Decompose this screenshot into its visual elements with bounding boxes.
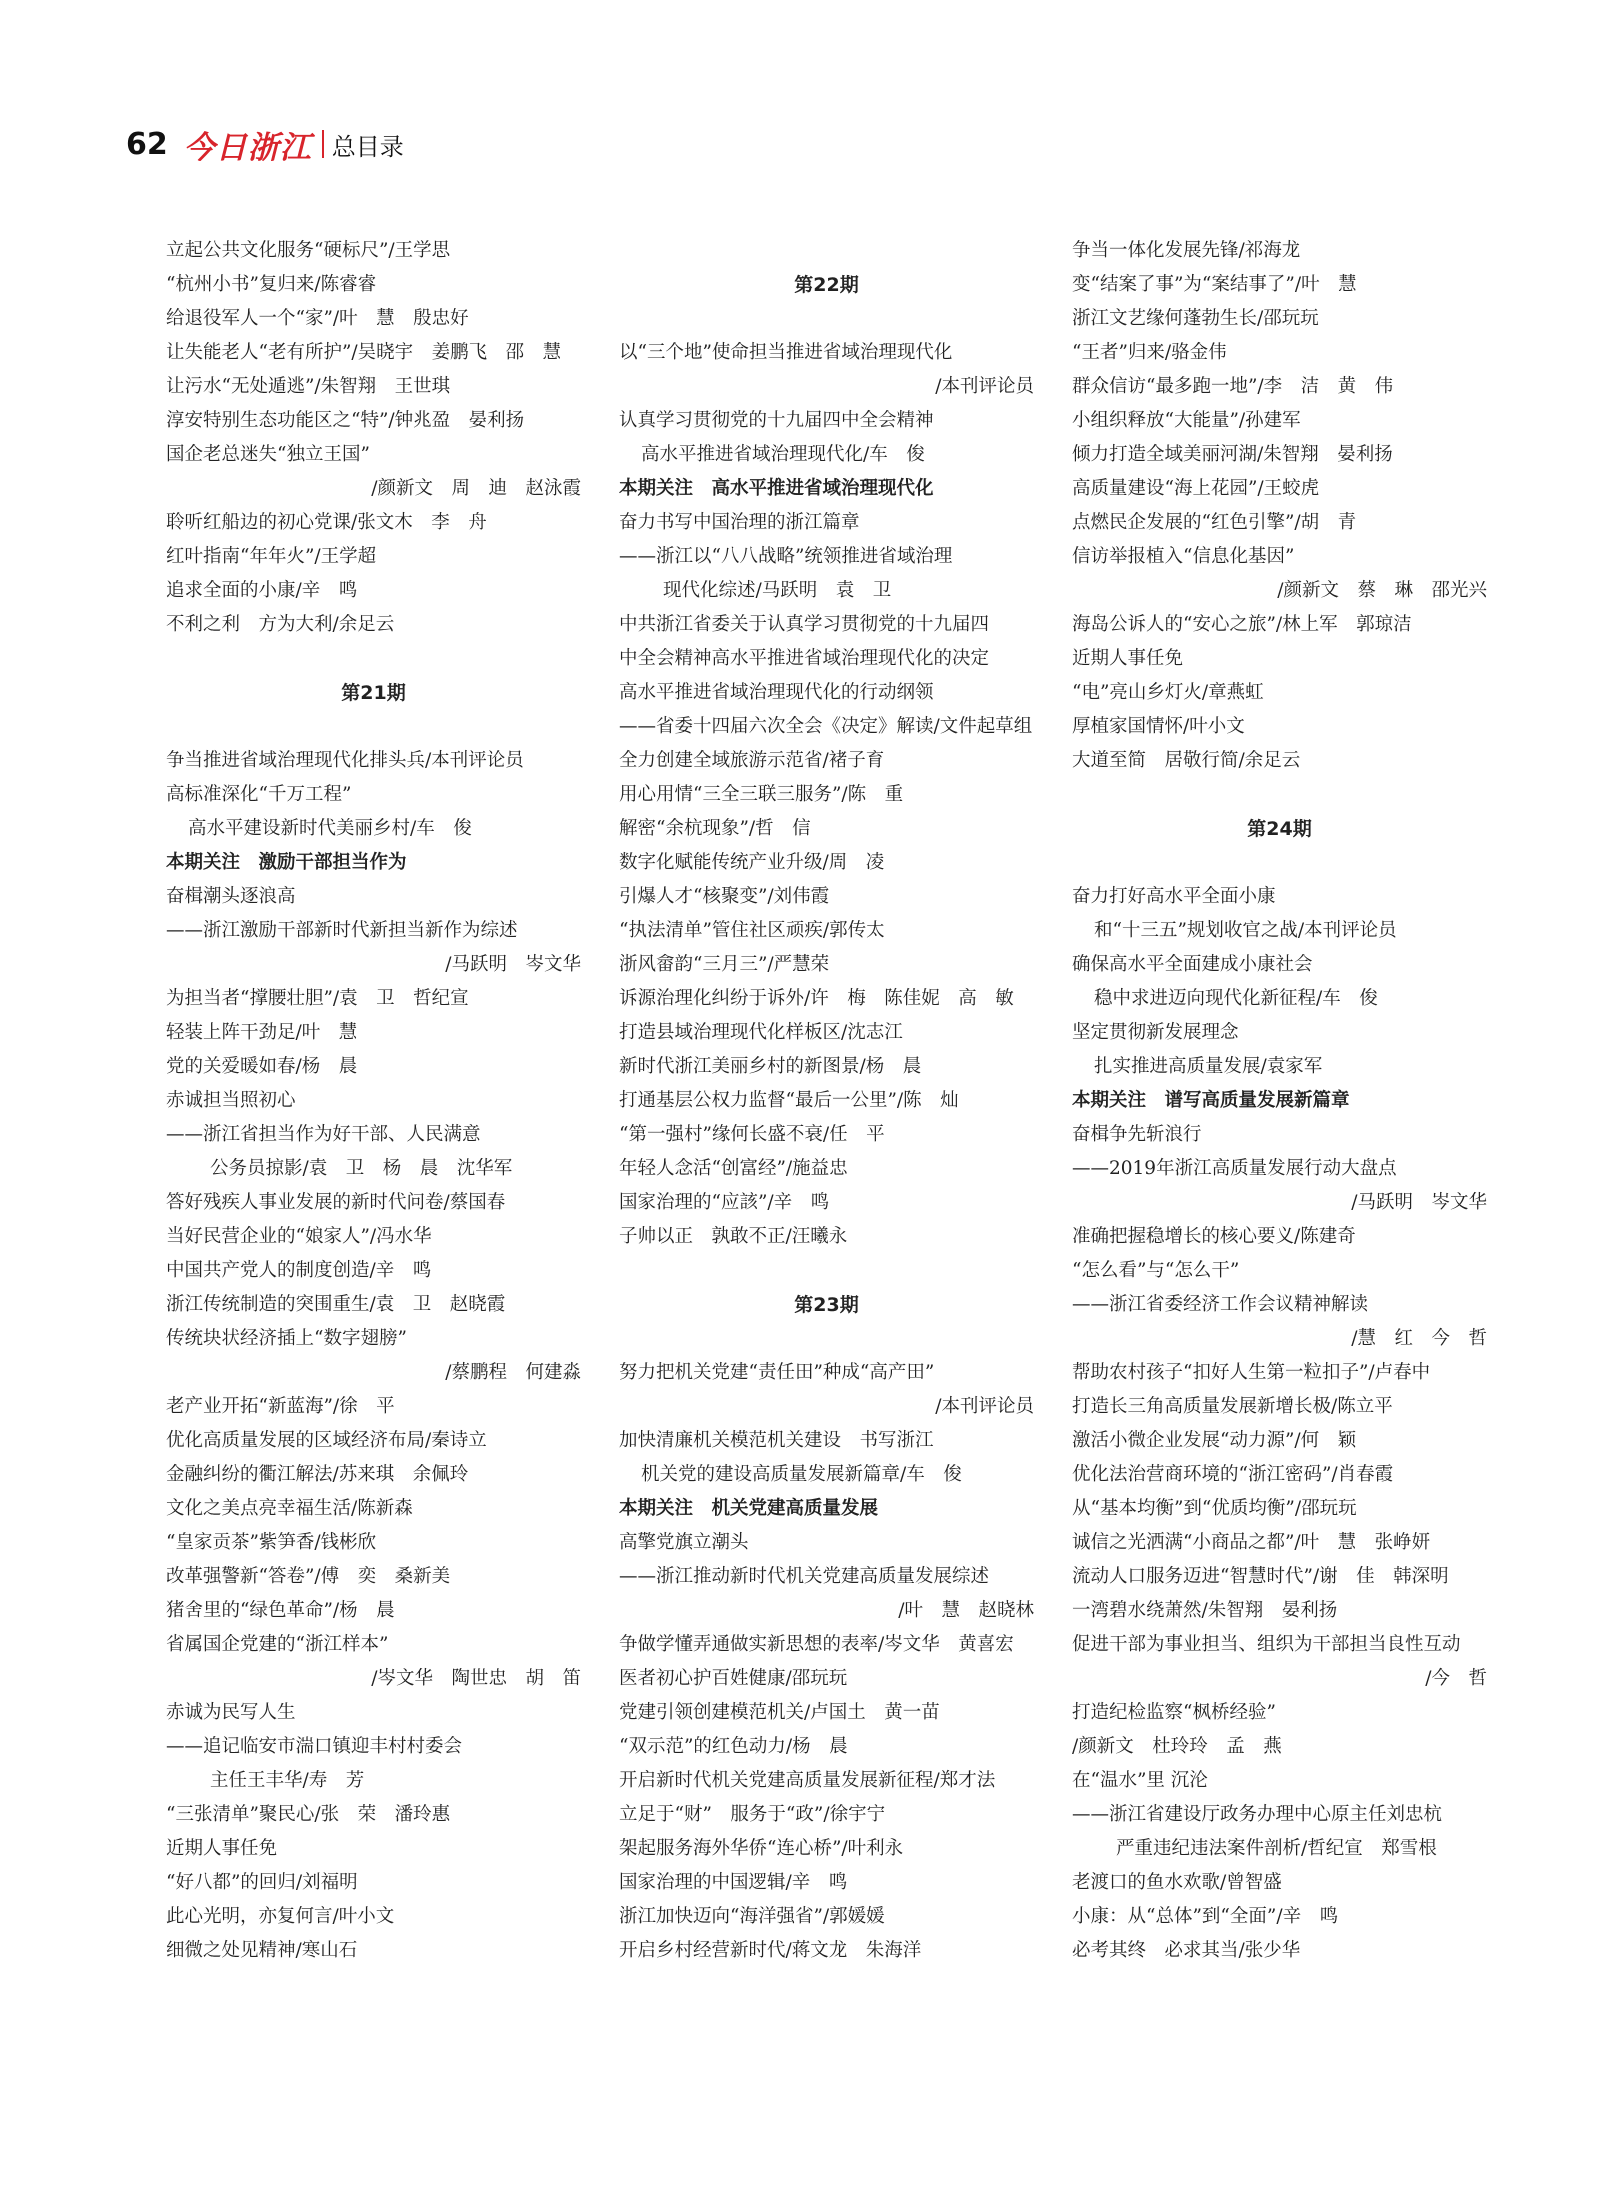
toc-entry: 架起服务海外华侨“连心桥”/叶利永 (619, 1838, 904, 1859)
magazine-logo: 今日浙江 (183, 129, 312, 166)
toc-entry: “执法清单”管住社区顽疾/郭传太 (619, 920, 885, 941)
toc-entry: 答好残疾人事业发展的新时代问卷/蔡国春 (166, 1192, 506, 1213)
toc-entry: 扎实推进高质量发展/袁家军 (1094, 1056, 1323, 1077)
toc-entry: ——追记临安市湍口镇迎丰村村委会 (166, 1736, 463, 1757)
page-number: 62 (126, 126, 168, 162)
toc-entry: 促进干部为事业担当、组织为干部担当良性互动 (1072, 1634, 1461, 1655)
toc-entry: 猪舍里的“绿色革命”/杨 晨 (166, 1600, 395, 1621)
toc-entry: 争当推进省域治理现代化排头兵/本刊评论员 (166, 750, 524, 771)
toc-entry: 传统块状经济插上“数字翅膀” (166, 1328, 407, 1349)
toc-entry: 机关党的建设高质量发展新篇章/车 俊 (641, 1464, 962, 1485)
toc-entry: ——浙江省委经济工作会议精神解读 (1072, 1294, 1369, 1315)
toc-entry: 公务员掠影/袁 卫 杨 晨 沈华军 (210, 1158, 513, 1179)
spacer (166, 642, 581, 676)
spacer (1072, 846, 1487, 880)
focus-heading: 本期关注 谱写高质量发展新篇章 (1072, 1090, 1350, 1111)
toc-entry: 小康：从“总体”到“全面”/辛 鸣 (1072, 1906, 1339, 1927)
toc-entry: 打造纪检监察“枫桥经验” (1072, 1702, 1276, 1723)
toc-entry: 文化之美点亮幸福生活/陈新森 (166, 1498, 413, 1519)
toc-entry: 奋楫争先斩浪行 (1072, 1124, 1202, 1145)
toc-entry: ——省委十四届六次全会《决定》解读/文件起草组 (619, 716, 1033, 737)
toc-entry: 海岛公诉人的“安心之旅”/林上军 郭琼洁 (1072, 614, 1412, 635)
toc-entry: 确保高水平全面建成小康社会 (1072, 954, 1313, 975)
author-line: /颜新文 蔡 琳 邵光兴 (1277, 580, 1487, 601)
toc-entry: 医者初心护百姓健康/邵玩玩 (619, 1668, 848, 1689)
header-divider (322, 130, 324, 158)
toc-entry: /颜新文 杜玲玲 孟 燕 (1072, 1736, 1282, 1757)
toc-entry: 老产业开拓“新蓝海”/徐 平 (166, 1396, 395, 1417)
toc-entry: 打通基层公权力监督“最后一公里”/陈 灿 (619, 1090, 959, 1111)
toc-entry: 和“十三五”规划收官之战/本刊评论员 (1094, 920, 1397, 941)
toc-entry: 准确把握稳增长的核心要义/陈建奇 (1072, 1226, 1356, 1247)
toc-entry: “双示范”的红色动力/杨 晨 (619, 1736, 848, 1757)
toc-entry: 国企老总迷失“独立王国” (166, 444, 370, 465)
toc-entry: 点燃民企发展的“红色引擎”/胡 青 (1072, 512, 1357, 533)
spacer (619, 302, 1034, 336)
toc-entry: 为担当者“撑腰壮胆”/袁 卫 哲纪宣 (166, 988, 469, 1009)
toc-entry: 老渡口的鱼水欢歌/曾智盛 (1072, 1872, 1282, 1893)
toc-entry: 加快清廉机关模范机关建设 书写浙江 (619, 1430, 934, 1451)
toc-column-2 (619, 234, 1034, 1968)
toc-entry: 一湾碧水绕萧然/朱智翔 晏利扬 (1072, 1600, 1338, 1621)
toc-entry: “三张清单”聚民心/张 荣 潘玲惠 (166, 1804, 451, 1825)
toc-entry: 让污水“无处遁逃”/朱智翔 王世琪 (166, 376, 451, 397)
toc-entry: 诉源治理化纠纷于诉外/许 梅 陈佳妮 高 敏 (619, 988, 1014, 1009)
toc-entry: 解密“余杭现象”/哲 信 (619, 818, 811, 839)
toc-entry: 高标准深化“千万工程” (166, 784, 352, 805)
toc-entry: 严重违纪违法案件剖析/哲纪宣 郑雪根 (1116, 1838, 1437, 1859)
author-line: /本刊评论员 (935, 376, 1034, 397)
toc-entry: 中全会精神高水平推进省域治理现代化的决定 (619, 648, 990, 669)
focus-heading: 本期关注 机关党建高质量发展 (619, 1498, 879, 1519)
issue-heading: 第22期 (794, 274, 859, 296)
toc-entry: 奋力书写中国治理的浙江篇章 (619, 512, 860, 533)
toc-entry: 立起公共文化服务“硬标尺”/王学思 (166, 240, 451, 261)
toc-entry: 浙江传统制造的突围重生/袁 卫 赵晓霞 (166, 1294, 506, 1315)
issue-heading: 第24期 (1247, 818, 1312, 840)
toc-entry: 党建引领创建模范机关/卢国土 黄一苗 (619, 1702, 940, 1723)
author-line: /叶 慧 赵晓林 (898, 1600, 1034, 1621)
toc-entry: 国家治理的“应該”/辛 鸣 (619, 1192, 830, 1213)
toc-entry: 浙风畲韵“三月三”/严慧荣 (619, 954, 830, 975)
toc-entry: 用心用情“三全三联三服务”/陈 重 (619, 784, 904, 805)
toc-entry: 以“三个地”使命担当推进省域治理现代化 (619, 342, 953, 363)
toc-entry: 子帅以正 孰敢不正/汪曦永 (619, 1226, 848, 1247)
toc-entry: 主任王丰华/寿 芳 (210, 1770, 365, 1791)
focus-heading: 本期关注 激励干部担当作为 (166, 852, 407, 873)
toc-entry: 引爆人才“核聚变”/刘伟霞 (619, 886, 830, 907)
toc-entry: 近期人事任免 (1072, 648, 1184, 669)
author-line: /颜新文 周 迪 赵泳霞 (371, 478, 581, 499)
toc-entry: 流动人口服务迈进“智慧时代”/谢 佳 韩深明 (1072, 1566, 1449, 1587)
toc-entry: ——浙江激励干部新时代新担当新作为综述 (166, 920, 518, 941)
toc-column-3 (1072, 234, 1487, 1968)
toc-entry: 奋力打好高水平全面小康 (1072, 886, 1276, 907)
toc-entry: 淳安特别生态功能区之“特”/钟兆盈 晏利扬 (166, 410, 525, 431)
issue-heading: 第21期 (341, 682, 406, 704)
toc-column-1 (166, 234, 581, 1968)
toc-entry: 国家治理的中国逻辑/辛 鸣 (619, 1872, 848, 1893)
page-header (126, 124, 404, 164)
spacer (166, 710, 581, 744)
toc-entry: 高水平推进省域治理现代化的行动纲领 (619, 682, 934, 703)
toc-entry: 高水平建设新时代美丽乡村/车 俊 (188, 818, 472, 839)
toc-entry: 让失能老人“老有所护”/吴晓宇 姜鹏飞 邵 慧 (166, 342, 562, 363)
toc-entry: 浙江文艺缘何蓬勃生长/邵玩玩 (1072, 308, 1319, 329)
toc-entry: ——浙江以“八八战略”统领推进省域治理 (619, 546, 953, 567)
toc-entry: 此心光明，亦复何言/叶小文 (166, 1906, 395, 1927)
toc-entry: 争当一体化发展先锋/祁海龙 (1072, 240, 1301, 261)
toc-entry: 努力把机关党建“责任田”种成“高产田” (619, 1362, 935, 1383)
toc-entry: ——浙江省建设厅政务办理中心原主任刘忠杭 (1072, 1804, 1443, 1825)
toc-entry: 必考其终 必求其当/张少华 (1072, 1940, 1301, 1961)
author-line: /岑文华 陶世忠 胡 笛 (371, 1668, 581, 1689)
toc-entry: 追求全面的小康/辛 鸣 (166, 580, 358, 601)
toc-entry: 高水平推进省域治理现代化/车 俊 (641, 444, 925, 465)
author-line: /慧 红 今 哲 (1351, 1328, 1487, 1349)
toc-entry: 红叶指南“年年火”/王学超 (166, 546, 377, 567)
toc-entry: 高擎党旗立潮头 (619, 1532, 749, 1553)
toc-entry: 近期人事任免 (166, 1838, 278, 1859)
toc-entry: 群众信访“最多跑一地”/李 洁 黄 伟 (1072, 376, 1394, 397)
toc-entry: 在“温水”里 沉沦 (1072, 1770, 1208, 1791)
toc-entry: 打造县域治理现代化样板区/沈志江 (619, 1022, 903, 1043)
toc-entry: 年轻人念活“创富经”/施益忠 (619, 1158, 848, 1179)
toc-entry: 改革强警新“答卷”/傅 奕 桑新美 (166, 1566, 451, 1587)
toc-entry: 打造长三角高质量发展新增长极/陈立平 (1072, 1396, 1393, 1417)
toc-entry: 中共浙江省委关于认真学习贯彻党的十九届四 (619, 614, 990, 635)
toc-entry: 从“基本均衡”到“优质均衡”/邵玩玩 (1072, 1498, 1357, 1519)
toc-entry: 省属国企党建的“浙江样本” (166, 1634, 389, 1655)
toc-entry: 优化法治营商环境的“浙江密码”/肖春霞 (1072, 1464, 1394, 1485)
toc-entry: 聆听红船边的初心党课/张文木 李 舟 (166, 512, 487, 533)
toc-entry: ——浙江省担当作为好干部、人民满意 (166, 1124, 481, 1145)
toc-entry: 党的关爱暖如春/杨 晨 (166, 1056, 358, 1077)
toc-entry: 争做学懂弄通做实新思想的表率/岑文华 黄喜宏 (619, 1634, 1014, 1655)
toc-entry: 当好民营企业的“娘家人”/冯水华 (166, 1226, 432, 1247)
author-line: /今 哲 (1425, 1668, 1487, 1689)
toc-entry: 中国共产党人的制度创造/辛 鸣 (166, 1260, 432, 1281)
toc-entry: 轻装上阵干劲足/叶 慧 (166, 1022, 358, 1043)
author-line: /马跃明 岑文华 (445, 954, 581, 975)
toc-entry: 激活小微企业发展“动力源”/何 颖 (1072, 1430, 1357, 1451)
toc-entry: ——2019年浙江高质量发展行动大盘点 (1072, 1158, 1397, 1179)
toc-entry: 小组织释放“大能量”/孙建军 (1072, 410, 1301, 431)
toc-entry: 优化高质量发展的区域经济布局/秦诗立 (166, 1430, 487, 1451)
toc-entry: “怎么看”与“怎么干” (1072, 1260, 1240, 1281)
toc-entry: 高质量建设“海上花园”/王蛟虎 (1072, 478, 1320, 499)
toc-entry: “电”亮山乡灯火/章燕虹 (1072, 682, 1264, 703)
toc-entry: 现代化综述/马跃明 袁 卫 (663, 580, 892, 601)
focus-heading: 本期关注 高水平推进省域治理现代化 (619, 478, 934, 499)
spacer (619, 1322, 1034, 1356)
toc-entry: 变“结案了事”为“案结事了”/叶 慧 (1072, 274, 1357, 295)
toc-entry: 坚定贯彻新发展理念 (1072, 1022, 1239, 1043)
toc-entry: 立足于“财” 服务于“政”/徐宇宁 (619, 1804, 886, 1825)
issue-heading: 第23期 (794, 1294, 859, 1316)
toc-entry: 倾力打造全域美丽河湖/朱智翔 晏利扬 (1072, 444, 1393, 465)
author-line: /蔡鹏程 何建淼 (445, 1362, 581, 1383)
toc-entry: 奋楫潮头逐浪高 (166, 886, 296, 907)
toc-entry: 大道至简 居敬行简/余足云 (1072, 750, 1301, 771)
toc-entry: 开启乡村经营新时代/蒋文龙 朱海洋 (619, 1940, 922, 1961)
author-line: /马跃明 岑文华 (1351, 1192, 1487, 1213)
toc-entry: “皇家贡茶”紫笋香/钱彬欣 (166, 1532, 377, 1553)
toc-entry: 开启新时代机关党建高质量发展新征程/郑才法 (619, 1770, 996, 1791)
toc-entry: 金融纠纷的衢江解法/苏来琪 余佩玲 (166, 1464, 469, 1485)
toc-entry: 赤诚为民写人生 (166, 1702, 296, 1723)
toc-entry: 不利之利 方为大利/余足云 (166, 614, 395, 635)
toc-entry: 厚植家国情怀/叶小文 (1072, 716, 1245, 737)
toc-entry: 帮助农村孩子“扣好人生第一粒扣子”/卢春中 (1072, 1362, 1431, 1383)
toc-entry: 给退役军人一个“家”/叶 慧 殷忠好 (166, 308, 469, 329)
author-line: /本刊评论员 (935, 1396, 1034, 1417)
toc-entry: ——浙江推动新时代机关党建高质量发展综述 (619, 1566, 990, 1587)
spacer (1072, 778, 1487, 812)
toc-entry: 诚信之光洒满“小商品之都”/叶 慧 张峥妍 (1072, 1532, 1431, 1553)
toc-entry: 信访举报植入“信息化基因” (1072, 546, 1295, 567)
toc-entry: 认真学习贯彻党的十九届四中全会精神 (619, 410, 934, 431)
toc-entry: 浙江加快迈向“海洋强省”/郭媛媛 (619, 1906, 885, 1927)
toc-entry: “杭州小书”复归来/陈睿睿 (166, 274, 377, 295)
toc-entry: “王者”归来/骆金伟 (1072, 342, 1227, 363)
spacer (619, 234, 1034, 268)
toc-entry: 细微之处见精神/寒山石 (166, 1940, 358, 1961)
toc-entry: 全力创建全域旅游示范省/褚子育 (619, 750, 885, 771)
section-title: 总目录 (331, 132, 404, 161)
spacer (619, 1254, 1034, 1288)
toc-entry: 稳中求进迈向现代化新征程/车 俊 (1094, 988, 1378, 1009)
toc-entry: 数字化赋能传统产业升级/周 凌 (619, 852, 885, 873)
toc-entry: 新时代浙江美丽乡村的新图景/杨 晨 (619, 1056, 922, 1077)
toc-entry: “第一强村”缘何长盛不衰/任 平 (619, 1124, 885, 1145)
toc-entry: 赤诚担当照初心 (166, 1090, 296, 1111)
toc-entry: “好八都”的回归/刘福明 (166, 1872, 358, 1893)
